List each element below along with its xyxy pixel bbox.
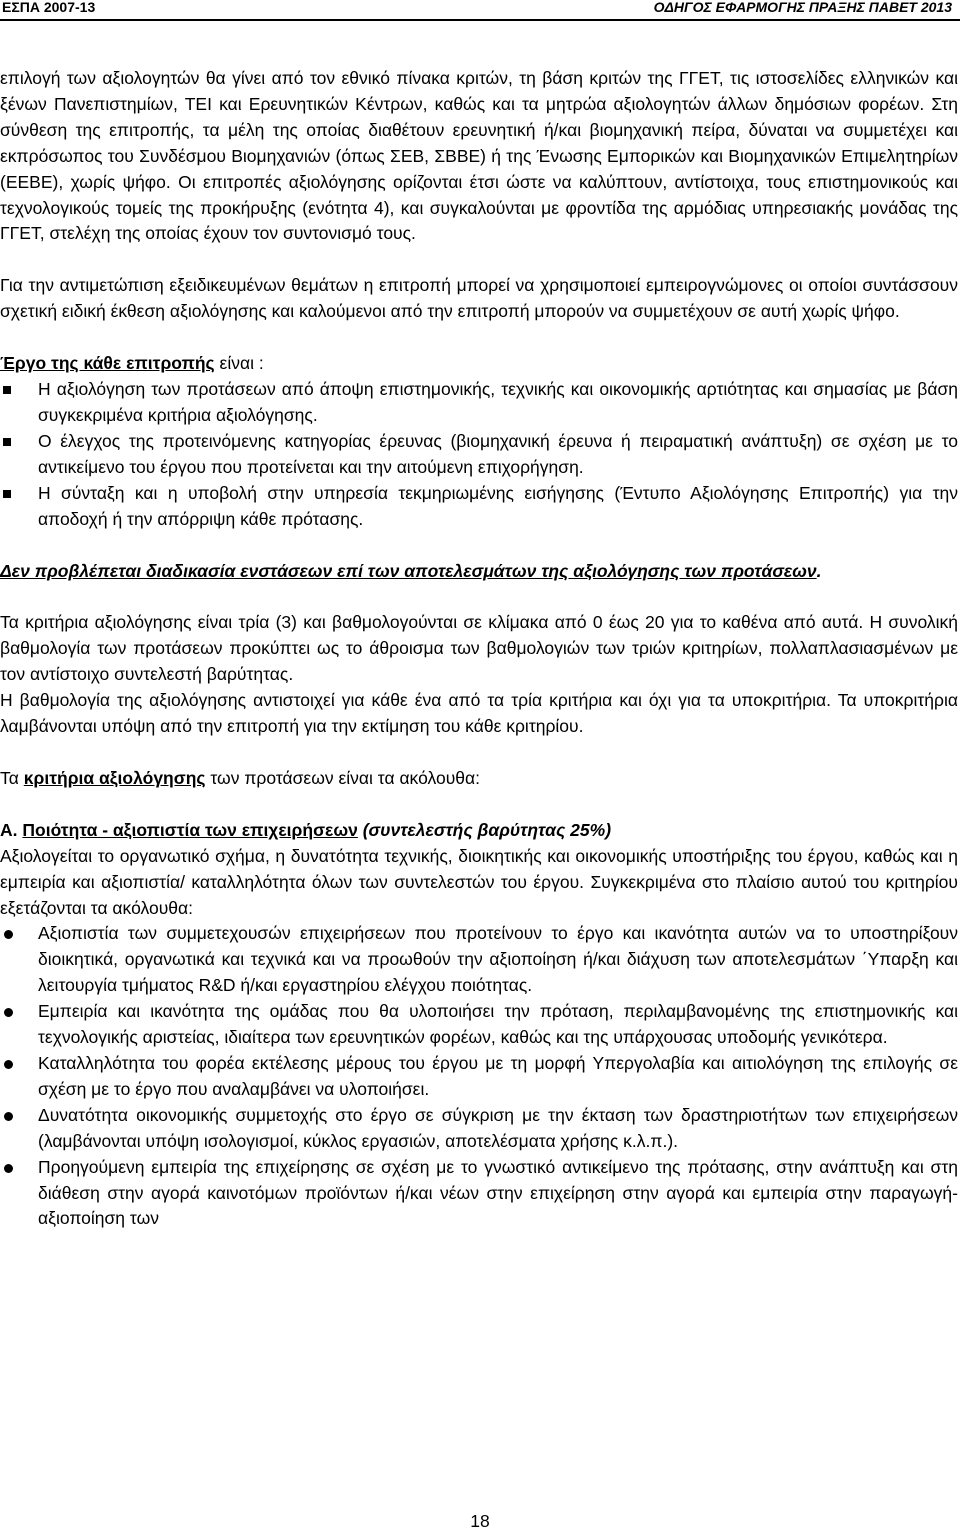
list-item: Εμπειρία και ικανότητα της ομάδας που θα υλοποιήσει την πρόταση, περιλαμβανομένης της επιστημονικής και τεχνολογικής αριστείας, ιδιαίτερα των ερευνητικών φορέων, καθώς και της υπάρχουσας υποδομής γενικότερα. <box>0 999 958 1051</box>
task-heading-bold: Έργο της κάθε επιτροπής <box>0 353 215 374</box>
section-a-text: Αξιολογείται το οργανωτικό σχήμα, η δυνατότητα τεχνικής, διοικητικής και οικονομικής υποστήριξης του έργου, καθώς και η εμπειρία και αξιοπιστία/ καταλληλότητα όλων των συντελεστών του έργου. Συγκεκριμένα στο πλαίσιο αυτού του κριτηρίου εξετάζονται τα ακόλουθα: <box>0 845 958 918</box>
list-item: Αξιοπιστία των συμμετεχουσών επιχειρήσεων που προτείνουν το έργο και ικανότητα αυτών να το υποστηρίξουν διοικητικά, οργανωτικά και τεχνικά και να προωθούν την αξιοποίηση ή/και διάχυση των αποτελεσμάτων ΄Υπαρξη και λειτουργία τμήματος R&D ή/και εργαστηρίου ελέγχου ποιότητας. <box>0 921 958 999</box>
page-number: 18 <box>470 1511 490 1531</box>
paragraph-scoring: Τα κριτήρια αξιολόγησης είναι τρία (3) και βαθμολογούνται σε κλίμακα από 0 έως 20 για το καθένα από αυτά. Η συνολική βαθμολογία των προτάσεων προκύπτει ως το άθροισμα των βαθμολογιών των τριών κριτηρίων, πολλαπλασιασμένων με τον αντίστοιχο συντελεστή βαρύτητας. <box>0 612 958 685</box>
task-list <box>0 377 958 532</box>
paragraph-committee-composition: επιλογή των αξιολογητών θα γίνει από τον εθνικό πίνακα κριτών, τη βάση κριτών της ΓΓΕΤ, τις ιστοσελίδες ελληνικών και ξένων Πανεπιστημίων, ΤΕΙ και Ερευνητικών Κέντρων, καθώς και τα μητρώα αξιολογητών άλλων δημόσιων φορέων. Στη σύνθεση της επιτροπής, τα μέλη της οποίας διαθέτουν ερευνητική ή/και βιομηχανική πείρα, δύναται να συμμετέχει και εκπρόσωπος του Συνδέσμου Βιομηχανιών (όπως ΣΕΒ, ΣΒΒΕ) ή της Ένωσης Εμπορικών και Βιομηχανικών Επιμελητηρίων (ΕΕΒΕ), χωρίς ψήφο. Οι επιτροπές αξιολόγησης ορίζονται έτσι ώστε να καλύπτουν, αντίστοιχα, τους επιστημονικούς και τεχνολογικούς τομείς της προκήρυξης (ενότητα 4), και συγκαλούνται με φροντίδα της αρμόδιας υπηρεσιακής μονάδας της ΓΓΕΤ, στελέχη της οποίας έχουν τον συντονισμό τους. <box>0 68 958 244</box>
list-item: Η αξιολόγηση των προτάσεων από άποψη επιστημονικής, τεχνικής και οικονομικής αρτιότητας και σημασίας με βάση συγκεκριμένα κριτήρια αξιολόγησης. <box>0 377 958 429</box>
header-rule <box>0 19 960 21</box>
page-body <box>0 66 958 1232</box>
no-objection-notice <box>0 559 958 585</box>
paragraph-experts: Για την αντιμετώπιση εξειδικευμένων θεμάτων η επιτροπή μπορεί να χρησιμοποιεί εμπειρογνώμονες οι οποίοι συντάσσουν σχετική ειδική έκθεση αξιολόγησης και καλούμενοι από την επιτροπή μπορούν να συμμετέχουν σε αυτή χωρίς ψήφο. <box>0 275 958 322</box>
criteria-intro-pre: Τα <box>0 767 24 788</box>
header-right: ΟΔΗΓΟΣ ΕΦΑΡΜΟΓΗΣ ΠΡΑΞΗΣ ΠΑΒΕΤ 2013 <box>653 0 952 15</box>
no-objection-text: Δεν προβλέπεται διαδικασία ενστάσεων επί των αποτελεσμάτων της αξιολόγησης των προτάσεων <box>0 560 817 581</box>
no-objection-end: . <box>816 560 822 581</box>
list-item: Δυνατότητα οικονομικής συμμετοχής στο έργο σε σύγκριση με την έκταση των δραστηριοτήτων των επιχειρήσεων (λαμβάνονται υπόψη ισολογισμοί, κύκλος εργασιών, αποτελέσματα χρήσης κ.λ.π.). <box>0 1103 958 1155</box>
task-heading <box>0 351 958 377</box>
criteria-intro-post: των προτάσεων είναι τα ακόλουθα: <box>205 767 480 788</box>
list-item: Ο έλεγχος της προτεινόμενης κατηγορίας έρευνας (βιομηχανική έρευνα ή πειραματική ανάπτυξη) σε σχέση με το αντικείμενο του έργου που προτείνεται και την αιτούμενη επιχορήγηση. <box>0 429 958 481</box>
criteria-intro <box>0 766 958 792</box>
section-a-weight: (συντελεστής βαρύτητας 25%) <box>357 819 612 840</box>
page-header <box>0 0 960 17</box>
criteria-intro-bold: κριτήρια αξιολόγησης <box>23 767 206 788</box>
list-item: Η σύνταξη και η υποβολή στην υπηρεσία τεκμηριωμένης εισήγησης (Έντυπο Αξιολόγησης Επιτροπής) για την αποδοχή ή την απόρριψη κάθε πρότασης. <box>0 481 958 533</box>
list-item: Καταλληλότητα του φορέα εκτέλεσης μέρους του έργου με τη μορφή Υπεργολαβία και αιτιολόγηση της επιλογής σε σχέση με το έργο που αναλαμβάνει να υλοποιήσει. <box>0 1051 958 1103</box>
task-heading-rest: είναι : <box>214 353 264 374</box>
list-item: Προηγούμενη εμπειρία της επιχείρησης σε σχέση με το γνωστικό αντικείμενο της πρότασης, στην ανάπτυξη και στη διάθεση στην αγορά καινοτόμων προϊόντων ή/και νέων στην επιχείρηση στην αγορά και εμπειρία στην παραγωγή-αξιοποίηση των <box>0 1155 958 1233</box>
section-a-heading <box>0 818 958 844</box>
paragraph-subcriteria: Η βαθμολογία της αξιολόγησης αντιστοιχεί για κάθε ένα από τα τρία κριτήρια και όχι για τα υποκριτήρια. Τα υποκριτήρια λαμβάνονται υπόψη από την επιτροπή για την εκτίμηση του κάθε κριτηρίου. <box>0 690 958 737</box>
section-a-letter: Α. <box>0 819 23 840</box>
header-left: ΕΣΠΑ 2007-13 <box>2 0 96 15</box>
section-a-title: Ποιότητα - αξιοπιστία των επιχειρήσεων <box>22 819 358 840</box>
section-a-list <box>0 921 958 1232</box>
